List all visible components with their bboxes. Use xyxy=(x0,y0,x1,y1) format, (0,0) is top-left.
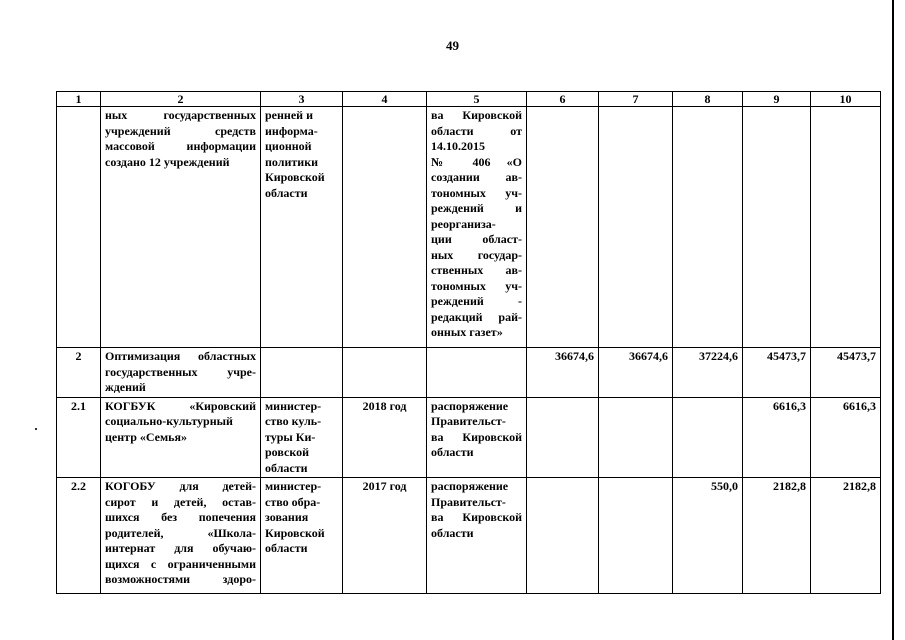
amount-col-6 xyxy=(527,107,599,348)
text-line: тономных уч- xyxy=(431,278,522,293)
measure-name xyxy=(101,348,261,398)
text-line: зования xyxy=(265,510,309,524)
text-line: 14.10.2015 xyxy=(431,139,485,153)
text-line: реорганиза- xyxy=(431,216,496,231)
amount-col-10 xyxy=(811,107,881,348)
text-line: Правительст- xyxy=(431,494,506,509)
amount-col-8: 550,0 xyxy=(673,478,743,594)
amount-col-9: 2182,8 xyxy=(743,478,811,594)
text-line: № 406 «О xyxy=(431,154,522,169)
text-line: ственных ав- xyxy=(431,263,522,277)
text-line: массовой информации xyxy=(105,139,256,153)
deadline: 2018 год xyxy=(343,397,427,478)
text-line: Кировской xyxy=(265,170,325,184)
text-line: Кировской xyxy=(265,525,325,540)
header-col-8: 8 xyxy=(673,92,743,107)
row-number: 2.2 xyxy=(57,478,101,594)
text-line: реждений и xyxy=(431,201,522,215)
text-line: Правительст- xyxy=(431,414,506,428)
table-row xyxy=(57,107,881,348)
text-line: ва Кировской xyxy=(431,510,522,524)
text-line: сирот и детей, остав- xyxy=(105,494,256,509)
row-number: 2.1 xyxy=(57,397,101,478)
document-table xyxy=(56,91,881,594)
header-col-6: 6 xyxy=(527,92,599,107)
text-line: области от xyxy=(431,123,522,138)
table-row xyxy=(57,397,881,478)
header-col-5: 5 xyxy=(427,92,527,107)
text-line: области xyxy=(265,460,308,475)
text-line: области xyxy=(265,541,308,555)
text-line: министер- xyxy=(265,398,322,413)
text-line: государственных учре- xyxy=(105,364,256,379)
amount-col-6 xyxy=(527,478,599,594)
responsible-body xyxy=(261,478,343,594)
text-line: ных государ- xyxy=(431,247,522,262)
text-line: возможностями здоро- xyxy=(105,572,256,586)
text-line: онных газет» xyxy=(431,325,503,339)
text-line: распоряжение xyxy=(431,479,509,493)
scan-speck xyxy=(35,428,37,430)
amount-col-9: 6616,3 xyxy=(743,397,811,478)
legal-act xyxy=(427,397,527,478)
text-line: информа- xyxy=(265,123,318,138)
header-col-10: 10 xyxy=(811,92,881,107)
amount-col-7 xyxy=(599,397,673,478)
header-col-3: 3 xyxy=(261,92,343,107)
measure-name xyxy=(101,397,261,478)
amount-col-10: 2182,8 xyxy=(811,478,881,594)
responsible-body xyxy=(261,107,343,348)
text-line: шихся без попечения xyxy=(105,510,256,524)
text-line: министер- xyxy=(265,479,322,493)
amount-col-8 xyxy=(673,107,743,348)
text-line: ство куль- xyxy=(265,414,322,428)
text-line: реждений - xyxy=(431,294,522,308)
amount-col-7 xyxy=(599,107,673,348)
measure-name xyxy=(101,478,261,594)
text-line: ренней и xyxy=(265,108,313,122)
text-line: туры Ки- xyxy=(265,429,316,444)
text-line: ровской xyxy=(265,445,309,459)
text-line: области xyxy=(431,445,474,459)
header-row xyxy=(57,92,881,107)
header-col-1: 1 xyxy=(57,92,101,107)
measure-name xyxy=(101,107,261,348)
legal-act xyxy=(427,107,527,348)
responsible-body xyxy=(261,348,343,398)
text-line: ва Кировской xyxy=(431,108,522,122)
page-number: 49 xyxy=(446,38,459,53)
amount-col-7 xyxy=(599,478,673,594)
text-line: редакций рай- xyxy=(431,309,522,324)
amount-col-9 xyxy=(743,107,811,348)
table-row xyxy=(57,478,881,594)
text-line: создании ав- xyxy=(431,170,522,184)
row-number: 2 xyxy=(57,348,101,398)
text-line: ва Кировской xyxy=(431,429,522,444)
text-line: создано 12 учреждений xyxy=(105,154,230,169)
text-line: учреждений средств xyxy=(105,123,256,138)
table-row xyxy=(57,348,881,398)
page-edge-line xyxy=(892,0,894,640)
text-line: ждений xyxy=(105,380,146,394)
text-line: щихся с ограниченными xyxy=(105,556,256,571)
text-line: распоряжение xyxy=(431,398,509,413)
text-line: интернат для обучаю- xyxy=(105,541,256,555)
text-line: области xyxy=(431,525,474,540)
text-line: политики xyxy=(265,154,319,169)
amount-col-8 xyxy=(673,397,743,478)
text-line: ных государственных xyxy=(105,108,256,122)
legal-act xyxy=(427,348,527,398)
amount-col-6 xyxy=(527,397,599,478)
deadline: 2017 год xyxy=(343,478,427,594)
text-line: родителей, «Школа- xyxy=(105,525,256,540)
text-line: КОГОБУ для детей- xyxy=(105,479,256,493)
text-line: Оптимизация областных xyxy=(105,349,256,363)
amount-col-8: 37224,6 xyxy=(673,348,743,398)
text-line: тономных уч- xyxy=(431,185,522,200)
text-line: ство обра- xyxy=(265,494,321,509)
deadline xyxy=(343,107,427,348)
header-col-9: 9 xyxy=(743,92,811,107)
row-number xyxy=(57,107,101,348)
text-line: области xyxy=(265,185,308,200)
legal-act xyxy=(427,478,527,594)
amount-col-6: 36674,6 xyxy=(527,348,599,398)
amount-col-9: 45473,7 xyxy=(743,348,811,398)
text-line: ции област- xyxy=(431,232,522,246)
header-col-7: 7 xyxy=(599,92,673,107)
text-line: КОГБУК «Кировский xyxy=(105,398,256,413)
amount-col-10: 6616,3 xyxy=(811,397,881,478)
amount-col-7: 36674,6 xyxy=(599,348,673,398)
deadline xyxy=(343,348,427,398)
text-line: ционной xyxy=(265,139,312,153)
header-col-2: 2 xyxy=(101,92,261,107)
header-col-4: 4 xyxy=(343,92,427,107)
text-line: центр «Семья» xyxy=(105,429,188,444)
amount-col-10: 45473,7 xyxy=(811,348,881,398)
text-line: социально-культурный xyxy=(105,414,233,428)
responsible-body xyxy=(261,397,343,478)
